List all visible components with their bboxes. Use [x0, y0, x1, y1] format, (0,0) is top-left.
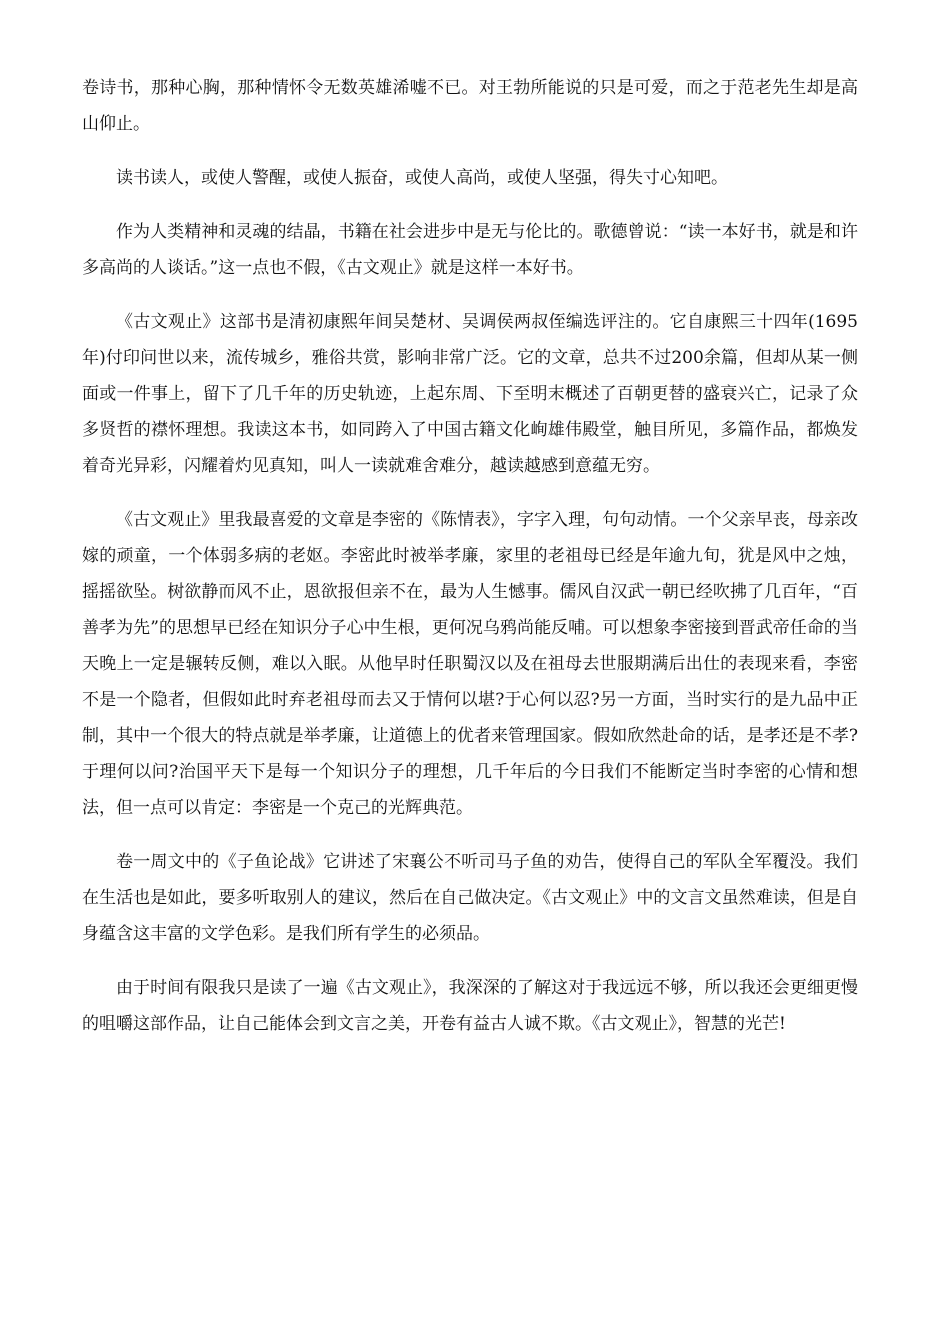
paragraph: 由于时间有限我只是读了一遍《古文观止》，我深深的了解这对于我远远不够，所以我还会更细更慢的咀嚼这部作品，让自己能体会到文言之美，开卷有益古人诚不欺。《古文观止》，智慧的光芒! [82, 978, 858, 1034]
paragraph: 《古文观止》这部书是清初康熙年间吴楚材、吴调侯两叔侄编选评注的。它自康熙三十四年(1695年)付印问世以来，流传城乡，雅俗共赏，影响非常广泛。它的文章，总共不过200余篇，但却从某一侧面或一件事上，留下了几千年的历史轨迹，上起东周、下至明末概述了百朝更替的盛衰兴亡，记录了众多贤哲的襟怀理想。我读这本书，如同跨入了中国古籍文化峋雄伟殿堂，触目所见，多篇作品，都焕发着奇光异彩，闪耀着灼见真知，叫人一读就难舍难分，越读越感到意蕴无穷。 [82, 312, 858, 476]
paragraph: 作为人类精神和灵魂的结晶，书籍在社会进步中是无与伦比的。歌德曾说：“读一本好书，就是和许多高尚的人谈话。”这一点也不假，《古文观止》就是这样一本好书。 [82, 222, 858, 278]
paragraph: 卷一周文中的《子鱼论战》它讲述了宋襄公不听司马子鱼的劝告，使得自己的军队全军覆没。我们在生活也是如此，要多听取别人的建议，然后在自己做决定。《古文观止》中的文言文虽然难读，但是自身蕴含这丰富的文学色彩。是我们所有学生的必须品。 [82, 852, 858, 944]
paragraph: 读书读人，或使人警醒，或使人振奋，或使人高尚，或使人坚强，得失寸心知吧。 [116, 168, 728, 188]
paragraph: 《古文观止》里我最喜爱的文章是李密的《陈情表》，字字入理，句句动情。一个父亲早丧，母亲改嫁的顽童，一个体弱多病的老妪。李密此时被举孝廉，家里的老祖母已经是年逾九旬，犹是风中之烛，摇摇欲坠。树欲静而风不止，恩欲报但亲不在，最为人生憾事。儒风自汉武一朝已经吹拂了几百年，“百善孝为先”的思想早已经在知识分子心中生根，更何况乌鸦尚能反哺。可以想象李密接到晋武帝任命的当天晚上一定是辗转反侧，难以入眠。从他早时任职蜀汉以及在祖母去世服期满后出仕的表现来看，李密不是一个隐者，但假如此时弃老祖母而去又于情何以堪?于心何以忍?另一方面，当时实行的是九品中正制，其中一个很大的特点就是举孝廉，让道德上的优者来管理国家。假如欣然赴命的话，是孝还是不孝?于理何以问?治国平天下是每一个知识分子的理想，几千年后的今日我们不能断定当时李密的心情和想法，但一点可以肯定：李密是一个克己的光辉典范。 [82, 510, 858, 818]
paragraph-continued: 卷诗书，那种心胸，那种情怀令无数英雄浠嘘不已。对王勃所能说的只是可爱，而之于范老先生却是高山仰止。 [82, 78, 858, 134]
